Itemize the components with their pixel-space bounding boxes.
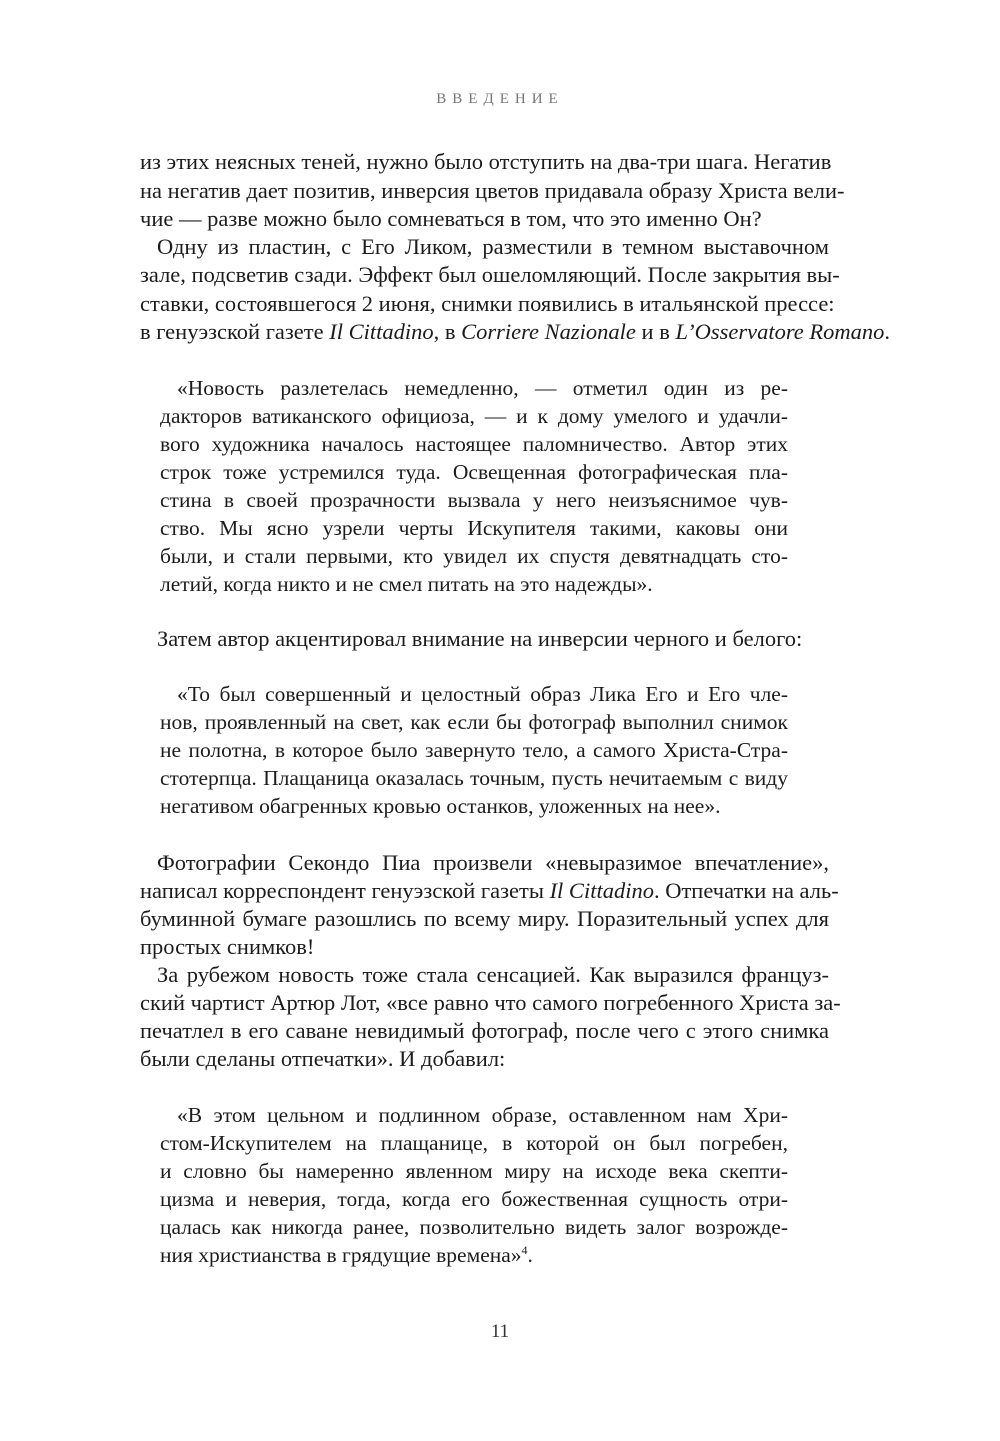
- body-line: зале, подсветив сзади. Эффект был ошеломляющий. После закрытия вы-: [140, 262, 840, 287]
- quote-line: «То был совершенный и целостный образ Лика Его и Его чле-: [177, 682, 788, 706]
- quote-line: были, и стали первыми, кто увидел их спустя девятнадцать сто-: [160, 544, 788, 568]
- text-run: в генуэзской газете: [140, 319, 330, 344]
- text-run: написал корреспондент генуэзской газеты: [140, 878, 550, 903]
- quote-line: стом-Искупителем на плащанице, в которой он был погребен,: [160, 1131, 788, 1155]
- body-line: Фотографии Секондо Пиа произвели «невыразимое впечатление»,: [157, 850, 829, 875]
- body-line: ставки, состоявшегося 2 июня, снимки появились в итальянской прессе:: [140, 291, 835, 316]
- quote-line: [160, 1241, 788, 1269]
- body-line: чие — разве можно было сомневаться в том, что это именно Он?: [140, 206, 762, 231]
- body-line: на негатив дает позитив, инверсия цветов придавала образу Христа вели-: [140, 178, 845, 203]
- footnote-reference[interactable]: 4: [521, 1242, 528, 1257]
- text-run: ния христианства в грядущие времена»: [160, 1243, 522, 1267]
- quote-line: стина в своей прозрачности вызвала у него неизъяснимое чув-: [160, 488, 788, 512]
- quote-line: «В этом цельном и подлинном образе, оставленном нам Хри-: [177, 1103, 788, 1127]
- quote-line: вого художника началось настоящее паломничество. Автор этих: [160, 432, 788, 456]
- quote-line: цалась как никогда ранее, позволительно видеть залог возрожде-: [160, 1215, 788, 1239]
- quote-line: не полотна, в которое было завернуто тело, а самого Христа-Стра-: [160, 738, 788, 762]
- body-line: буминной бумаге разошлись по всему миру. Поразительный успех для: [140, 906, 829, 931]
- text-run: .: [527, 1243, 533, 1267]
- body-line: простых снимков!: [140, 934, 315, 959]
- body-line: были сделаны отпечатки». И добавил:: [140, 1046, 506, 1071]
- quote-line: негативом обагренных кровью останков, уложенных на нее».: [160, 794, 721, 818]
- quote-line: строк тоже устремился туда. Освещенная фотографическая пла-: [160, 460, 788, 484]
- text-run: .: [884, 319, 891, 344]
- text-run: . Отпечатки на аль-: [653, 878, 839, 903]
- quote-line: ство. Мы ясно узрели черты Искупителя такими, каковы они: [160, 516, 788, 540]
- quote-line: стотерпца. Плащаница оказалась точным, пусть нечитаемым с виду: [160, 766, 788, 790]
- quote-line: нов, проявленный на свет, как если бы фотограф выполнил снимок: [160, 710, 788, 734]
- text-run: и в: [635, 319, 676, 344]
- body-line: Одну из пластин, с Его Ликом, разместили в темном выставочном: [157, 234, 829, 259]
- quote-line: цизма и неверия, тогда, когда его божественная сущность отри-: [160, 1187, 788, 1211]
- newspaper-title: L’Osservatore Romano: [675, 319, 885, 344]
- running-head: ВВЕДЕНИЕ: [436, 91, 564, 107]
- body-line: из этих неясных теней, нужно было отступить на два-три шага. Негатив: [140, 149, 832, 174]
- quote-line: летий, когда никто и не смел питать на это надежды».: [160, 572, 653, 596]
- body-line: ский чартист Артюр Лот, «все равно что самого погребенного Христа за-: [140, 990, 841, 1015]
- quote-line: дакторов ватиканского официоза, — и к дому умелого и удачли-: [160, 404, 788, 428]
- body-line: [140, 318, 891, 346]
- quote-line: «Новость разлетелась немедленно, — отметил один из ре-: [177, 376, 788, 400]
- body-line: За рубежом новость тоже стала сенсацией. Как выразился француз-: [157, 962, 829, 987]
- body-line: [140, 877, 839, 905]
- quote-line: и словно бы намеренно явленном миру на исходе века скепти-: [160, 1159, 788, 1183]
- newspaper-title: Il Cittadino: [329, 319, 434, 344]
- newspaper-title: Il Cittadino: [549, 878, 654, 903]
- body-line: печатлел в его саване невидимый фотограф, после чего с этого снимка: [140, 1018, 829, 1043]
- newspaper-title: Corriere Nazionale: [461, 319, 636, 344]
- page-number: 11: [490, 1321, 510, 1342]
- body-line: Затем автор акцентировал внимание на инверсии черного и белого:: [157, 626, 803, 651]
- text-run: , в: [433, 319, 462, 344]
